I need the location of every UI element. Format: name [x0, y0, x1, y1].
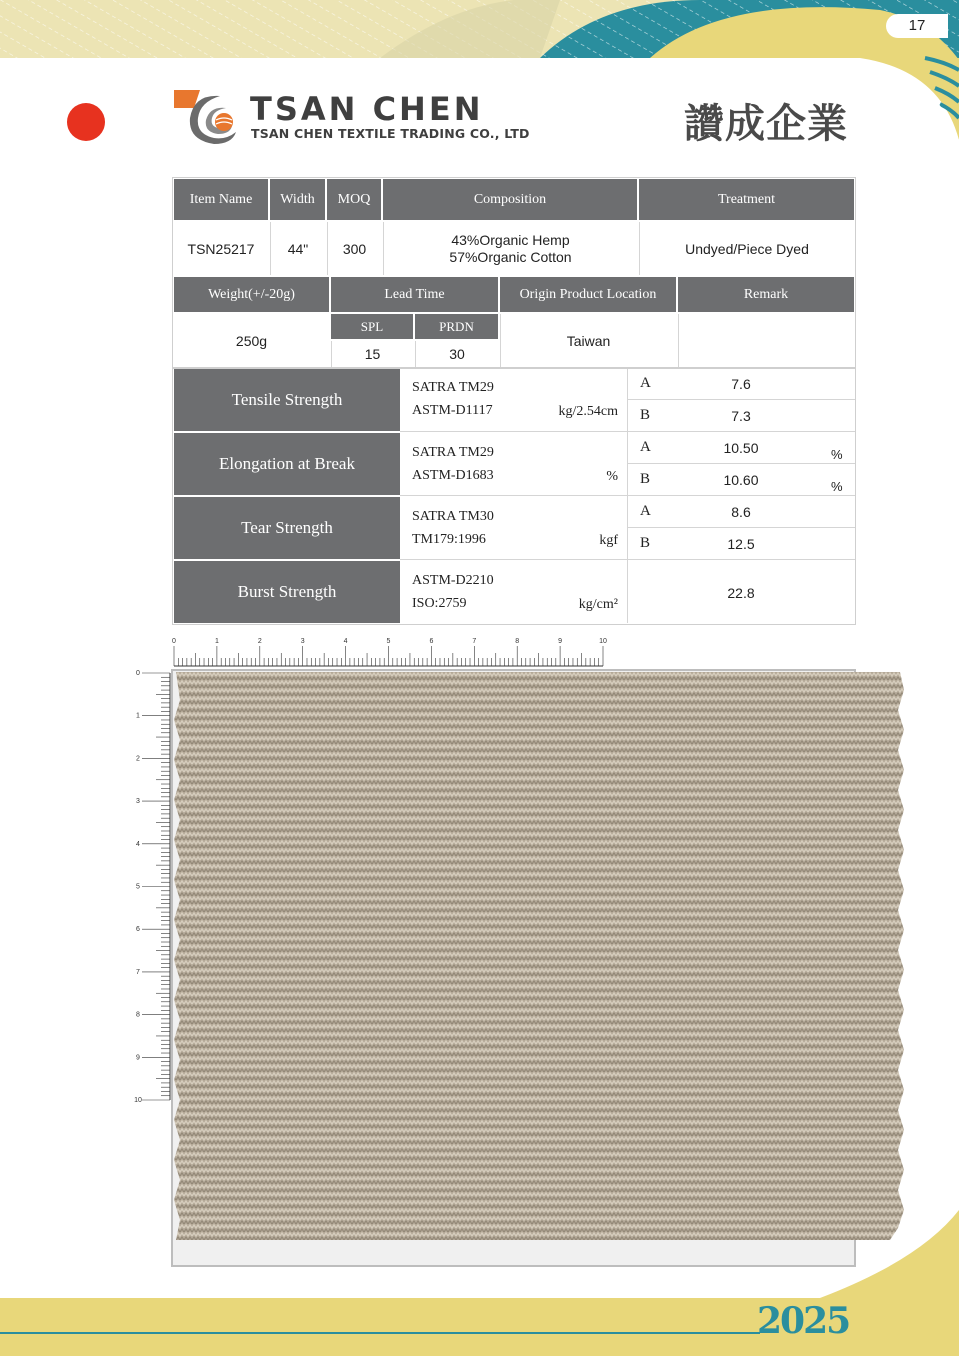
row-divider [628, 463, 855, 464]
elongation-b-value: 10.60 [723, 472, 759, 488]
ruler-tick-label: 3 [300, 638, 305, 645]
composition-line-1: 43%Organic Hemp [451, 231, 570, 248]
elongation-b-label: B [640, 471, 651, 487]
label-tear: Tear Strength [174, 497, 400, 559]
header-composition: Composition [383, 179, 637, 220]
tensile-b-label: B [640, 407, 651, 423]
tensile-unit: kg/2.54cm [558, 404, 618, 419]
header-lead-time: Lead Time [331, 277, 498, 312]
ruler-tick-label: 1 [136, 712, 140, 720]
value-weight: 250g [235, 332, 268, 349]
ruler-tick-label: 4 [343, 638, 348, 645]
header-prdn: PRDN [415, 314, 498, 339]
ruler-tick-label: 0 [136, 670, 140, 677]
burst-value: 22.8 [727, 585, 755, 601]
page-number: 17 [886, 14, 948, 38]
burst-unit: kg/cm² [578, 597, 618, 612]
tear-b-value: 12.5 [727, 536, 755, 552]
row-divider [628, 399, 855, 400]
header-remark: Remark [678, 277, 854, 312]
elongation-a-unit: % [831, 447, 843, 462]
ruler-tick-label: 5 [136, 883, 140, 891]
label-tensile: Tensile Strength [174, 369, 400, 431]
ruler-tick-label: 5 [386, 638, 391, 645]
label-elongation: Elongation at Break [174, 433, 400, 495]
value-spl: 15 [331, 341, 413, 367]
ruler-tick-label: 1 [214, 638, 219, 645]
elongation-a-value: 10.50 [723, 440, 759, 456]
ruler-tick-label: 8 [515, 638, 520, 645]
header-item-name: Item Name [174, 179, 268, 220]
tensile-b-value: 7.3 [731, 408, 751, 424]
elongation-a-label: A [640, 439, 651, 455]
tensile-method-2: ASTM-D1117 [412, 403, 493, 418]
ruler-tick-label: 2 [257, 638, 262, 645]
header-origin: Origin Product Location [500, 277, 676, 312]
brand-name: TSAN CHEN [250, 90, 484, 128]
tensile-a-label: A [640, 375, 651, 391]
horizontal-ruler [170, 634, 610, 670]
row-divider [628, 527, 855, 528]
column-divider [627, 369, 628, 623]
ruler-tick-label: 3 [136, 798, 140, 806]
header-width: Width [270, 179, 325, 220]
elongation-unit: % [606, 469, 618, 484]
tear-method-1: SATRA TM30 [412, 509, 494, 524]
value-moq: 300 [327, 222, 381, 275]
footer-year: 2025 [757, 1300, 850, 1342]
burst-method-2: ISO:2759 [412, 596, 467, 611]
ruler-tick-label: 9 [558, 638, 563, 645]
value-treatment: Undyed/Piece Dyed [639, 222, 854, 275]
composition-line-2: 57%Organic Cotton [449, 248, 572, 265]
ruler-tick-label: 10 [599, 638, 607, 645]
red-dot-icon [67, 103, 105, 141]
header-spl: SPL [331, 314, 413, 339]
ruler-tick-label: 10 [134, 1097, 142, 1104]
swirl-logo-icon [172, 88, 238, 146]
value-origin: Taiwan [500, 314, 676, 367]
header-moq: MOQ [327, 179, 381, 220]
header-treatment: Treatment [639, 179, 854, 220]
chinese-company-name: 讚成企業 [684, 101, 848, 147]
tear-a-value: 8.6 [731, 504, 751, 520]
ruler-tick-label: 6 [429, 638, 434, 645]
tear-method-2: TM179:1996 [412, 532, 486, 547]
tensile-a-value: 7.6 [731, 376, 751, 392]
value-item-name: TSN25217 [187, 240, 255, 257]
value-composition [383, 222, 637, 275]
tear-a-label: A [640, 503, 651, 519]
ruler-tick-label: 7 [472, 638, 477, 645]
label-burst: Burst Strength [174, 561, 400, 623]
elongation-method-1: SATRA TM29 [412, 445, 494, 460]
brand-subtitle: TSAN CHEN TEXTILE TRADING CO., LTD [251, 126, 530, 141]
ruler-tick-label: 0 [172, 638, 176, 645]
elongation-method-2: ASTM-D1683 [412, 468, 494, 483]
value-prdn: 30 [415, 341, 498, 367]
vertical-ruler [130, 664, 174, 1110]
ruler-tick-label: 2 [136, 755, 140, 763]
tear-b-label: B [640, 535, 651, 551]
elongation-b-unit: % [831, 479, 843, 494]
header-weight: Weight(+/-20g) [174, 277, 329, 312]
value-width: 44" [270, 222, 325, 275]
tensile-method-1: SATRA TM29 [412, 380, 494, 395]
ruler-tick-label: 8 [136, 1011, 140, 1019]
value-remark [678, 314, 854, 367]
ruler-tick-label: 4 [136, 840, 140, 848]
ruler-tick-label: 7 [136, 968, 140, 976]
burst-method-1: ASTM-D2210 [412, 573, 494, 588]
tear-unit: kgf [599, 533, 618, 548]
ruler-tick-label: 9 [136, 1054, 140, 1062]
ruler-tick-label: 6 [136, 926, 140, 934]
